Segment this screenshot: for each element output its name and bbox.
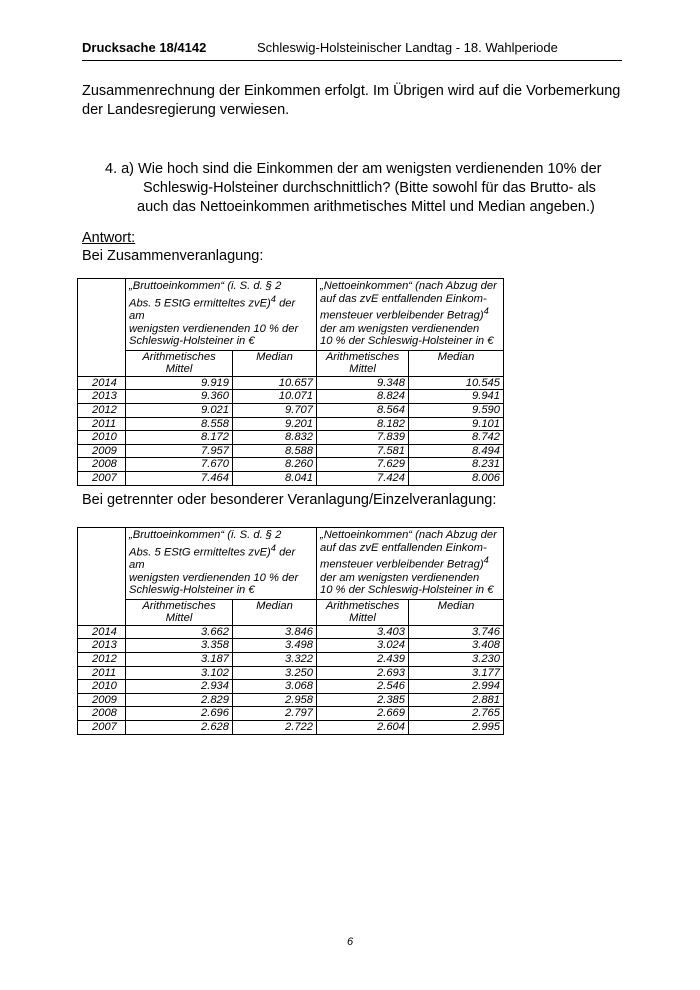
netto-header-line: 10 % der Schleswig-Holsteiner in €: [320, 584, 494, 597]
brutto-mean-cell: 9.919: [126, 376, 233, 390]
brutto-median-cell: 8.588: [233, 444, 317, 458]
intro-line: Zusammenrechnung der Einkommen erfolgt. Im Übrigen wird auf die Vorbemerkung: [82, 83, 621, 99]
brutto-header-line: [129, 542, 313, 572]
year-cell: 2011: [78, 417, 126, 431]
netto-mean-cell: 8.824: [317, 390, 409, 404]
year-cell: 2013: [78, 390, 126, 404]
brutto-median-cell: 10.657: [233, 376, 317, 390]
netto-median-cell: 9.590: [409, 404, 504, 418]
mean-header-line: Arithmetisches: [325, 599, 400, 612]
netto-mean-cell: 2.669: [317, 707, 409, 721]
median-header: Median: [409, 599, 504, 625]
brutto-median-cell: 8.260: [233, 458, 317, 472]
table-row: [78, 680, 504, 694]
brutto-mean-cell: 9.021: [126, 404, 233, 418]
brutto-median-cell: 3.068: [233, 680, 317, 694]
netto-header-line: [320, 554, 500, 571]
year-cell: 2013: [78, 639, 126, 653]
table-row: [78, 639, 504, 653]
header-title: Schleswig-Holsteinischer Landtag - 18. Wahlperiode: [257, 40, 558, 55]
netto-median-cell: 2.765: [409, 707, 504, 721]
brutto-mean-cell: 2.829: [126, 693, 233, 707]
brutto-mean-cell: 9.360: [126, 390, 233, 404]
brutto-mean-cell: 3.358: [126, 639, 233, 653]
mean-header-line: Mittel: [165, 363, 193, 376]
brutto-mean-cell: 2.696: [126, 707, 233, 721]
netto-header-line: der am wenigsten verdienenden: [320, 322, 480, 335]
brutto-median-cell: 3.322: [233, 653, 317, 667]
brutto-median-cell: 2.958: [233, 693, 317, 707]
brutto-mean-cell: 7.957: [126, 444, 233, 458]
table-row: [78, 721, 504, 735]
brutto-median-cell: 8.041: [233, 472, 317, 486]
netto-median-cell: 8.006: [409, 472, 504, 486]
netto-mean-cell: 8.564: [317, 404, 409, 418]
netto-mean-cell: 2.546: [317, 680, 409, 694]
brutto-header-line: Schleswig-Holsteiner in €: [129, 335, 255, 348]
netto-header-text: mensteuer verbleibender Betrag): [320, 309, 484, 322]
table-row: [78, 625, 504, 639]
netto-mean-cell: 9.348: [317, 376, 409, 390]
year-cell: 2010: [78, 431, 126, 445]
mean-header-line: Mittel: [349, 363, 376, 376]
answer-block: [82, 229, 263, 265]
year-cell: 2007: [78, 472, 126, 486]
question-line: Schleswig-Holsteiner durchschnittlich? (Bitte sowohl für das Brutto- als: [143, 180, 596, 196]
netto-header-line: „Nettoeinkommen“ (nach Abzug der: [320, 529, 497, 541]
table-row: [78, 653, 504, 667]
brutto-mean-cell: 3.187: [126, 653, 233, 667]
netto-median-cell: 3.408: [409, 639, 504, 653]
netto-header-line: auf das zvE entfallenden Einkom-: [320, 541, 487, 554]
netto-header: [317, 279, 504, 351]
table-row: [78, 693, 504, 707]
intro-paragraph: [82, 82, 642, 120]
brutto-median-cell: 2.722: [233, 721, 317, 735]
brutto-median-cell: 3.846: [233, 625, 317, 639]
table-row: [78, 417, 504, 431]
netto-median-cell: 8.231: [409, 458, 504, 472]
netto-header: [317, 528, 504, 600]
income-table-joint: [77, 278, 504, 486]
question-4a: [105, 160, 625, 217]
netto-median-cell: 2.881: [409, 693, 504, 707]
netto-mean-cell: 2.604: [317, 721, 409, 735]
median-header: Median: [409, 350, 504, 376]
brutto-mean-cell: 7.464: [126, 472, 233, 486]
netto-mean-cell: 7.581: [317, 444, 409, 458]
brutto-median-cell: 8.832: [233, 431, 317, 445]
table-row: [78, 472, 504, 486]
brutto-mean-cell: 8.172: [126, 431, 233, 445]
year-cell: 2014: [78, 625, 126, 639]
table-subheader-row: [78, 350, 504, 376]
table-row: [78, 376, 504, 390]
netto-mean-cell: 8.182: [317, 417, 409, 431]
brutto-median-cell: 9.201: [233, 417, 317, 431]
brutto-header-line: Schleswig-Holsteiner in €: [129, 584, 255, 597]
footnote-marker: 4: [483, 306, 489, 317]
netto-median-cell: 3.230: [409, 653, 504, 667]
table-row: [78, 444, 504, 458]
mean-header: [126, 599, 233, 625]
table-row: [78, 404, 504, 418]
netto-median-cell: 10.545: [409, 376, 504, 390]
netto-header-line: auf das zvE entfallenden Einkom-: [320, 292, 487, 305]
table-header-row: [78, 528, 504, 600]
mean-header: [317, 599, 409, 625]
brutto-header-text: Abs. 5 EStG ermitteltes zvE): [129, 297, 271, 310]
brutto-median-cell: 3.498: [233, 639, 317, 653]
netto-median-cell: 8.494: [409, 444, 504, 458]
mean-header-line: Arithmetisches: [142, 599, 216, 612]
brutto-mean-cell: 2.628: [126, 721, 233, 735]
brutto-median-cell: 2.797: [233, 707, 317, 721]
table-row: [78, 666, 504, 680]
median-header: Median: [233, 599, 317, 625]
table-subheader-row: [78, 599, 504, 625]
netto-mean-cell: 7.839: [317, 431, 409, 445]
section-label: Bei Zusammenveranlagung:: [82, 248, 264, 264]
mean-header-line: Arithmetisches: [142, 350, 216, 363]
brutto-median-cell: 9.707: [233, 404, 317, 418]
netto-header-line: 10 % der Schleswig-Holsteiner in €: [320, 335, 494, 348]
table-row: [78, 390, 504, 404]
netto-median-cell: 2.995: [409, 721, 504, 735]
brutto-header-line: wenigsten verdienenden 10 % der: [129, 322, 299, 335]
brutto-header-line: wenigsten verdienenden 10 % der: [129, 571, 299, 584]
netto-mean-cell: 2.693: [317, 666, 409, 680]
brutto-mean-cell: 3.662: [126, 625, 233, 639]
brutto-header-line: „Bruttoeinkommen“ (i. S. d. § 2: [129, 280, 282, 292]
page-header: [82, 40, 622, 61]
table-row: [78, 431, 504, 445]
brutto-header-text: Abs. 5 EStG ermitteltes zvE): [129, 546, 271, 559]
year-cell: 2012: [78, 404, 126, 418]
footnote-marker: 4: [270, 542, 276, 553]
table-row: [78, 707, 504, 721]
netto-median-cell: 3.177: [409, 666, 504, 680]
brutto-header-text: der am: [129, 297, 296, 322]
netto-median-cell: 9.941: [409, 390, 504, 404]
netto-mean-cell: 2.439: [317, 653, 409, 667]
brutto-header-line: „Bruttoeinkommen“ (i. S. d. § 2: [129, 529, 282, 541]
year-cell: 2012: [78, 653, 126, 667]
corner-cell: [78, 528, 126, 626]
brutto-header: [126, 528, 317, 600]
section-label: Bei getrennter oder besonderer Veranlagung/Einzelveranlagung:: [82, 492, 497, 508]
netto-mean-cell: 2.385: [317, 693, 409, 707]
netto-mean-cell: 7.629: [317, 458, 409, 472]
mean-header-line: Mittel: [349, 612, 376, 625]
netto-median-cell: 2.994: [409, 680, 504, 694]
year-cell: 2014: [78, 376, 126, 390]
mean-header: [317, 350, 409, 376]
brutto-mean-cell: 8.558: [126, 417, 233, 431]
question-line: 4. a) Wie hoch sind die Einkommen der am wenigsten verdienenden 10% der: [105, 161, 602, 177]
page-number: 6: [346, 936, 354, 948]
brutto-mean-cell: 3.102: [126, 666, 233, 680]
year-cell: 2011: [78, 666, 126, 680]
brutto-header-line: [129, 293, 313, 323]
netto-mean-cell: 3.024: [317, 639, 409, 653]
table-header-row: [78, 279, 504, 351]
document-number: Drucksache 18/4142: [82, 40, 207, 55]
question-line: auch das Nettoeinkommen arithmetisches Mittel und Median angeben.): [137, 199, 595, 215]
brutto-header: [126, 279, 317, 351]
answer-label: Antwort:: [82, 230, 136, 246]
year-cell: 2008: [78, 707, 126, 721]
year-cell: 2009: [78, 444, 126, 458]
median-header: Median: [233, 350, 317, 376]
mean-header-line: Mittel: [165, 612, 193, 625]
year-cell: 2007: [78, 721, 126, 735]
netto-median-cell: 9.101: [409, 417, 504, 431]
netto-mean-cell: 3.403: [317, 625, 409, 639]
corner-cell: [78, 279, 126, 377]
year-cell: 2008: [78, 458, 126, 472]
netto-header-line: [320, 305, 500, 322]
netto-header-line: der am wenigsten verdienenden: [320, 571, 480, 584]
netto-median-cell: 3.746: [409, 625, 504, 639]
income-table-separate: [77, 527, 504, 735]
brutto-mean-cell: 2.934: [126, 680, 233, 694]
brutto-mean-cell: 7.670: [126, 458, 233, 472]
brutto-median-cell: 3.250: [233, 666, 317, 680]
netto-header-line: „Nettoeinkommen“ (nach Abzug der: [320, 280, 497, 292]
netto-header-text: mensteuer verbleibender Betrag): [320, 558, 484, 571]
intro-line: der Landesregierung verwiesen.: [82, 102, 290, 118]
year-cell: 2010: [78, 680, 126, 694]
mean-header: [126, 350, 233, 376]
netto-mean-cell: 7.424: [317, 472, 409, 486]
netto-median-cell: 8.742: [409, 431, 504, 445]
footnote-marker: 4: [483, 555, 489, 566]
year-cell: 2009: [78, 693, 126, 707]
brutto-header-text: der am: [129, 546, 296, 571]
brutto-median-cell: 10.071: [233, 390, 317, 404]
mean-header-line: Arithmetisches: [325, 350, 400, 363]
footnote-marker: 4: [270, 293, 276, 304]
table-row: [78, 458, 504, 472]
